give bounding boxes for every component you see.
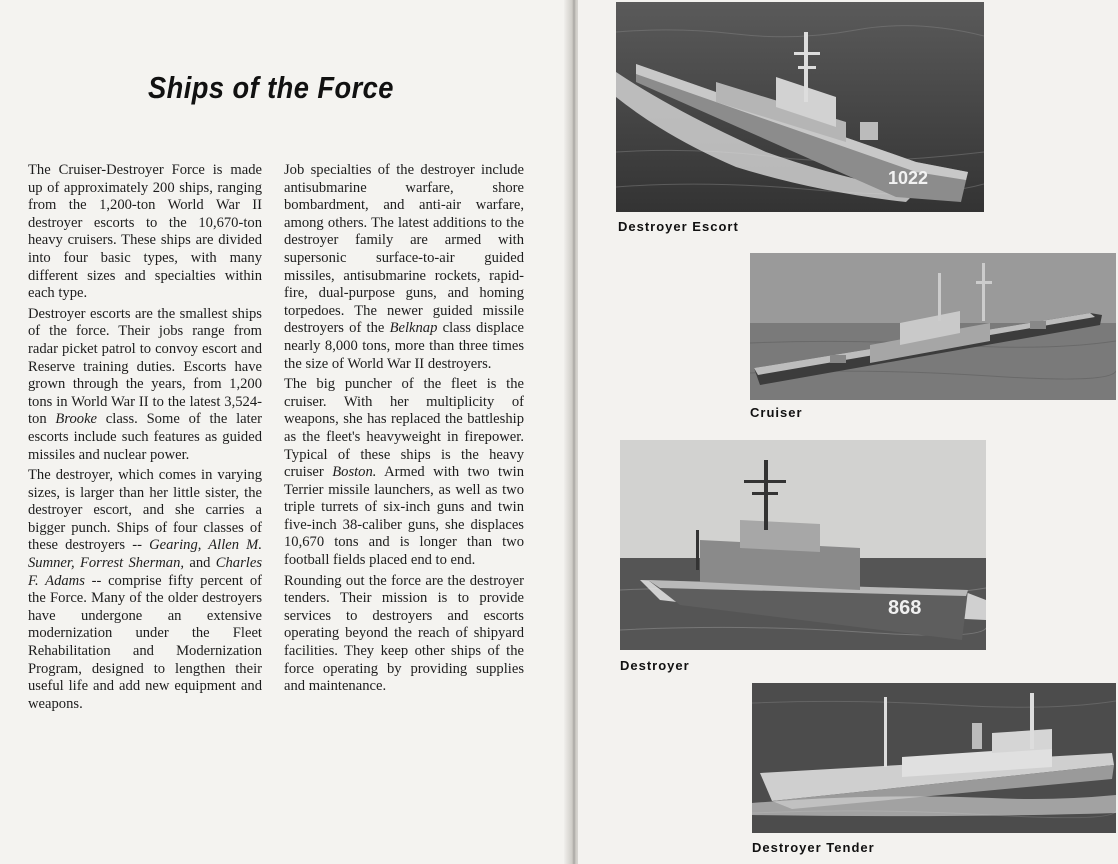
paragraph: The destroyer, which comes in varying sizes, is larger than her little sister, the destroyer escort, and she carries a bigger punch. Ships of four classes of these destroyers -- Gearing, Allen M. Sumner, Forrest Sherman, and Charles F. Adams -- comprise fifty percent of the Force. Many of the older destroyers have undergone an extensive modernization under the Fleet Rehabilitation and Modernization Program, designed to lengthen their useful life and add new equipment and weapons.	[28, 467, 262, 712]
paragraph: Destroyer escorts are the smallest ships of the force. Their jobs range from radar picket patrol to convoy escort and Reserve training duties. Escorts have grown through the years, from 1,200 tons in World War II to the latest 3,524-ton Brooke class. Some of the later escorts include such features as guided missiles and nuclear power.	[28, 305, 263, 463]
paragraph: Job specialties of the destroyer include antisubmarine warfare, shore bombardment, and anti-air warfare, among others. The latest additions to the destroyer family are armed with supersonic surface-to-air guided missiles, antisubmarine rockets, rapid-fire, dual-purpose guns, and homing torpedoes. The newer guided missile destroyers of the Belknap class displace nearly 8,000 tons, more than three times the size of World War II destroyers.	[284, 162, 524, 372]
hull-number: 868	[888, 597, 922, 619]
cruiser-photo	[750, 253, 1116, 400]
page-title: Ships of the Force	[148, 70, 394, 105]
text-column-2	[284, 162, 524, 696]
photo-caption: Destroyer	[620, 658, 690, 673]
text-column-1	[28, 162, 262, 713]
hull-number: 1022	[888, 168, 929, 188]
destroyer-tender-photo	[752, 683, 1116, 833]
photo-caption: Destroyer Escort	[618, 219, 739, 234]
paragraph: The big puncher of the fleet is the cruiser. With her multiplicity of weapons, she has replaced the battleship as the fleet's heavyweight in firepower. Typical of these ships is the heavy cruiser Boston. Armed with two twin Terrier missile launchers, as well as two triple turrets of six-inch guns and twin five-inch 38-caliber guns, she displaces 10,670 tons and is longer than two football fields placed end to end.	[284, 376, 524, 569]
destroyer-escort-photo	[616, 2, 984, 212]
destroyer-photo	[620, 440, 986, 650]
photo-caption: Cruiser	[750, 405, 803, 420]
photo-caption: Destroyer Tender	[752, 840, 875, 855]
paragraph: Rounding out the force are the destroyer tenders. Their mission is to provide services to destroyers and escorts operating beyond the reach of shipyard facilities. They keep other ships of the force operating by providing supplies and maintenance.	[284, 572, 524, 695]
paragraph: The Cruiser-Destroyer Force is made up of approximately 200 ships, ranging from the 1,200-ton World War II destroyer escorts to the 10,670-ton heavy cruisers. These ships are divided into four basic types, with many different sizes and specialties within each type.	[28, 162, 262, 302]
